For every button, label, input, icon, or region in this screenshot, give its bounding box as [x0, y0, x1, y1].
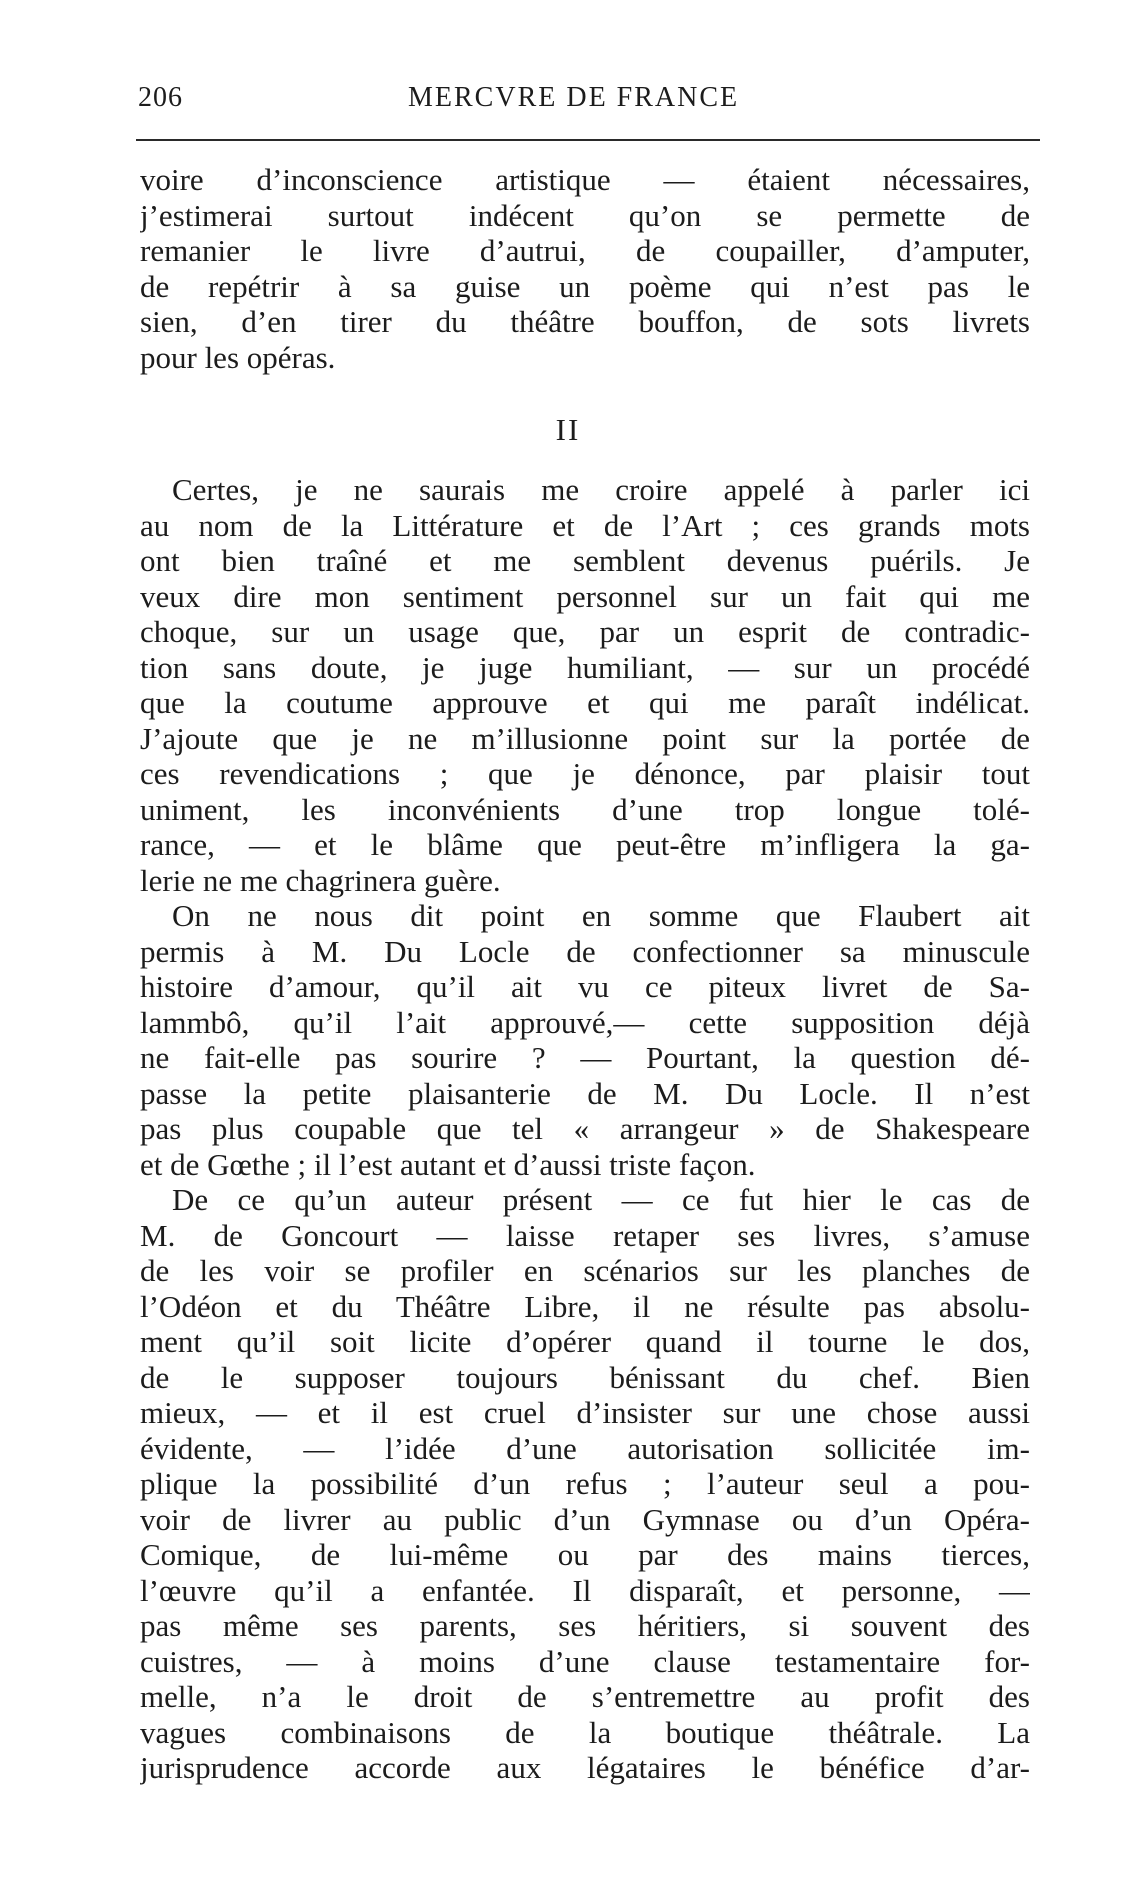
- text-line: J’ajoute que je ne m’illusionne point sur la portée de: [140, 720, 1030, 756]
- text-line: que la coutume approuve et qui me paraît indélicat.: [140, 685, 1030, 720]
- text-line: ne fait-elle pas sourire ? — Pourtant, la question dé-: [140, 1040, 1030, 1075]
- text-line: jurisprudence accorde aux légataires le bénéfice d’ar-: [140, 1750, 1030, 1785]
- section-body: [140, 472, 1030, 1786]
- text-line: de le supposer toujours bénissant du chef. Bien: [140, 1359, 1030, 1395]
- text-line: sien, d’en tirer du théâtre bouffon, de sots livrets: [140, 304, 1030, 339]
- text-line: choque, sur un usage que, par un esprit de contradic-: [140, 614, 1030, 649]
- text-line: de repétrir à sa guise un poème qui n’est pas le: [140, 268, 1030, 304]
- text-line: veux dire mon sentiment personnel sur un fait qui me: [140, 578, 1030, 614]
- section-heading: II: [555, 412, 581, 447]
- text-line: pas plus coupable que tel « arrangeur » de Shakespeare: [140, 1111, 1030, 1146]
- text-line: Comique, de lui-même ou par des mains tierces,: [140, 1537, 1030, 1572]
- text-line: et de Gœthe ; il l’est autant et d’aussi triste façon.: [140, 1146, 756, 1182]
- text-line: M. de Goncourt — laisse retaper ses livres, s’amuse: [140, 1217, 1030, 1253]
- running-title: MERCVRE DE FRANCE: [408, 82, 740, 113]
- page-number: 206: [138, 82, 183, 113]
- text-line: évidente, — l’idée d’une autorisation sollicitée im-: [140, 1430, 1030, 1466]
- text-line: l’Odéon et du Théâtre Libre, il ne résulte pas absolu-: [140, 1288, 1030, 1324]
- text-line: voir de livrer au public d’un Gymnase ou d’un Opéra-: [140, 1501, 1030, 1537]
- text-line: voire d’inconscience artistique — étaient nécessaires,: [140, 162, 1030, 197]
- text-line: j’estimerai surtout indécent qu’on se permette de: [140, 197, 1030, 233]
- text-line: pas même ses parents, ses héritiers, si souvent des: [140, 1608, 1030, 1643]
- text-line: mieux, — et il est cruel d’insister sur une chose aussi: [140, 1395, 1030, 1430]
- text-line: Certes, je ne saurais me croire appelé à parler ici: [172, 472, 1030, 507]
- paragraph-continuation: [140, 162, 1030, 375]
- header-rule: [136, 139, 1040, 141]
- text-line: ont bien traîné et me semblent devenus puérils. Je: [140, 543, 1030, 578]
- text-line: On ne nous dit point en somme que Flaubert ait: [172, 898, 1030, 933]
- text-line: plique la possibilité d’un refus ; l’auteur seul a pou-: [140, 1466, 1030, 1501]
- text-line: passe la petite plaisanterie de M. Du Locle. Il n’est: [140, 1075, 1030, 1111]
- text-line: tion sans doute, je juge humiliant, — sur un procédé: [140, 649, 1030, 685]
- text-line: permis à M. Du Locle de confectionner sa minuscule: [140, 933, 1030, 969]
- page-header: [138, 82, 1038, 122]
- text-line: melle, n’a le droit de s’entremettre au profit des: [140, 1679, 1030, 1714]
- text-line: ces revendications ; que je dénonce, par plaisir tout: [140, 756, 1030, 791]
- text-line: cuistres, — à moins d’une clause testamentaire for-: [140, 1643, 1030, 1679]
- text-line: histoire d’amour, qu’il ait vu ce piteux livret de Sa-: [140, 969, 1030, 1004]
- text-line: pour les opéras.: [140, 339, 336, 375]
- text-line: l’œuvre qu’il a enfantée. Il disparaît, et personne, —: [140, 1572, 1030, 1608]
- text-line: au nom de la Littérature et de l’Art ; ces grands mots: [140, 507, 1030, 543]
- text-line: vagues combinaisons de la boutique théâtrale. La: [140, 1714, 1030, 1750]
- text-line: de les voir se profiler en scénarios sur les planches de: [140, 1253, 1030, 1288]
- text-line: uniment, les inconvénients d’une trop longue tolé-: [140, 791, 1030, 827]
- text-line: lerie ne me chagrinera guère.: [140, 862, 501, 898]
- text-line: remanier le livre d’autrui, de coupailler, d’amputer,: [140, 233, 1030, 268]
- text-line: ment qu’il soit licite d’opérer quand il tourne le dos,: [140, 1324, 1030, 1359]
- text-line: De ce qu’un auteur présent — ce fut hier le cas de: [172, 1182, 1030, 1217]
- text-line: lammbô, qu’il l’ait approuvé,— cette supposition déjà: [140, 1004, 1030, 1040]
- text-line: rance, — et le blâme que peut-être m’infligera la ga-: [140, 827, 1030, 862]
